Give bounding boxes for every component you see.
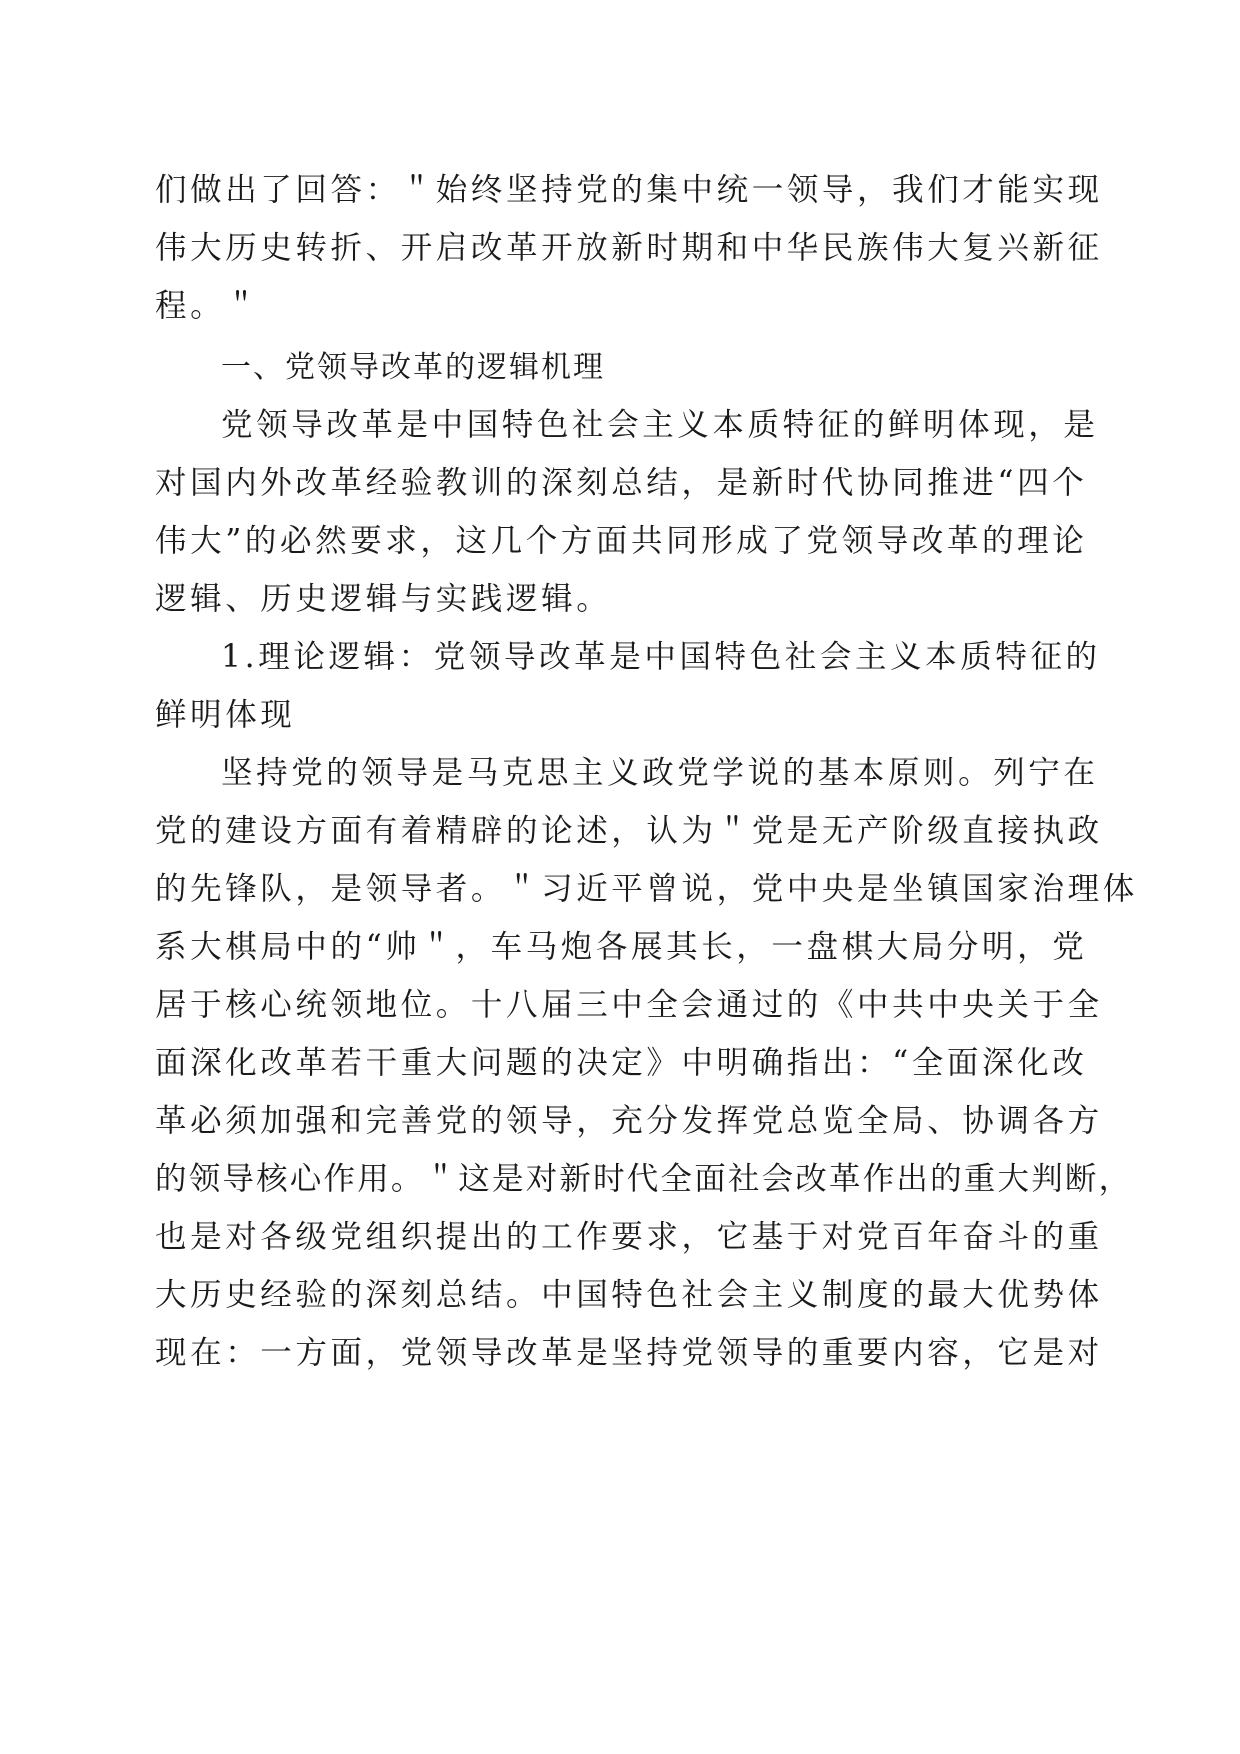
paragraph-line: 居于核心统领地位。十八届三中全会通过的《中共中央关于全 (155, 987, 1103, 1023)
paragraph-line: 党领导改革是中国特色社会主义本质特征的鲜明体现，是 (221, 407, 1099, 443)
paragraph-line: 伟大历史转折、开启改革开放新时期和中华民族伟大复兴新征 (155, 230, 1103, 266)
subsection-heading: 1.理论逻辑：党领导改革是中国特色社会主义本质特征的 (221, 639, 1101, 675)
paragraph-line: 逻辑、历史逻辑与实践逻辑。 (155, 581, 612, 617)
paragraph-line: 党的建设方面有着精辟的论述，认为＂党是无产阶级直接执政 (155, 813, 1103, 849)
section-heading: 一、党领导改革的逻辑机理 (221, 350, 605, 385)
paragraph-line: 大历史经验的深刻总结。中国特色社会主义制度的最大优势体 (155, 1277, 1103, 1313)
paragraph-line: 的领导核心作用。＂这是对新时代全面社会改革作出的重大判断， (155, 1161, 1133, 1197)
subsection-heading-continuation: 鲜明体现 (155, 697, 296, 733)
paragraph-line: 面深化改革若干重大问题的决定》中明确指出：“全面深化改 (155, 1045, 1088, 1081)
paragraph-line: 坚持党的领导是马克思主义政党学说的基本原则。列宁在 (221, 755, 1099, 791)
paragraph-line: 现在：一方面，党领导改革是坚持党领导的重要内容，它是对 (155, 1335, 1103, 1371)
paragraph-line: 革必须加强和完善党的领导，充分发挥党总览全局、协调各方 (155, 1103, 1103, 1139)
paragraph-line: 伟大”的必然要求，这几个方面共同形成了党领导改革的理论 (155, 523, 1088, 559)
paragraph-line: 对国内外改革经验教训的深刻总结，是新时代协同推进“四个 (155, 465, 1088, 501)
paragraph-line: 系大棋局中的“帅＂，车马炮各展其长，一盘棋大局分明，党 (155, 929, 1088, 965)
paragraph-line: 的先锋队，是领导者。＂习近平曾说，党中央是坐镇国家治理体 (155, 871, 1138, 907)
paragraph-line: 们做出了回答：＂始终坚持党的集中统一领导，我们才能实现 (155, 172, 1103, 208)
paragraph-line: 程。＂ (155, 288, 261, 324)
paragraph-line: 也是对各级党组织提出的工作要求，它基于对党百年奋斗的重 (155, 1219, 1103, 1255)
